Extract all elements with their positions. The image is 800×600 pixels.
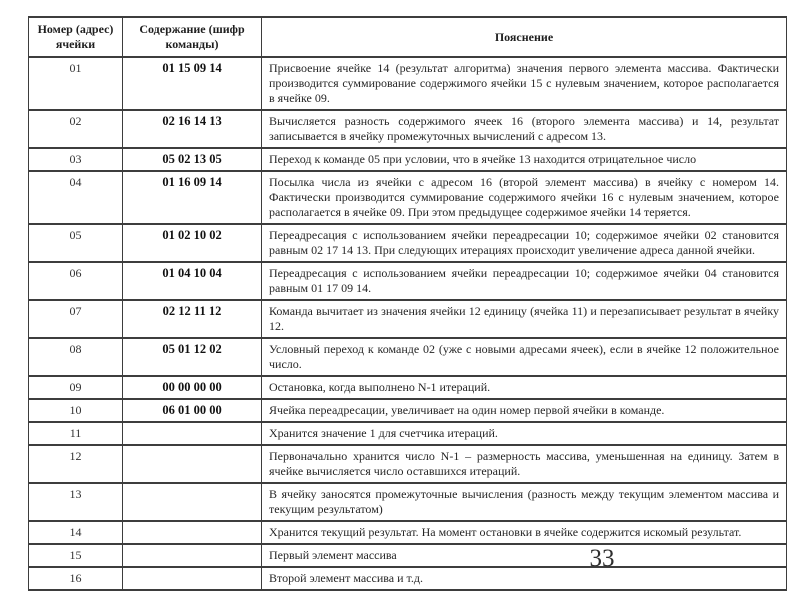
cell-command-code: 00 00 00 00 bbox=[123, 376, 262, 399]
cell-command-code: 06 01 00 00 bbox=[123, 399, 262, 422]
cell-number: 10 bbox=[29, 399, 123, 422]
cell-explanation: Вычисляется разность содержимого ячеек 16 (второго элемента массива) и 14, результат записывается в ячейку промежуточных вычислений с адресом 13. bbox=[262, 110, 787, 148]
cell-command-code: 01 16 09 14 bbox=[123, 171, 262, 224]
cell-number: 15 bbox=[29, 544, 123, 567]
cell-explanation: Ячейка переадресации, увеличивает на один номер первой ячейки в команде. bbox=[262, 399, 787, 422]
cell-explanation: Хранится текущий результат. На момент остановки в ячейке содержится искомый результат. bbox=[262, 521, 787, 544]
table-row bbox=[29, 422, 787, 445]
col-header-command-code: Содержание (шифр команды) bbox=[123, 17, 262, 57]
table-row bbox=[29, 262, 787, 300]
cell-command-code bbox=[123, 422, 262, 445]
cell-number: 04 bbox=[29, 171, 123, 224]
table-row bbox=[29, 445, 787, 483]
table-row bbox=[29, 148, 787, 171]
cell-number: 01 bbox=[29, 57, 123, 110]
cell-command-code: 02 16 14 13 bbox=[123, 110, 262, 148]
cell-explanation: Команда вычитает из значения ячейки 12 единицу (ячейка 11) и перезаписывает результат в ячейку 12. bbox=[262, 300, 787, 338]
col-header-explanation: Пояснение bbox=[262, 17, 787, 57]
cell-command-code bbox=[123, 521, 262, 544]
cell-explanation: Второй элемент массива и т.д. bbox=[262, 567, 787, 590]
table-row bbox=[29, 399, 787, 422]
cell-command-code bbox=[123, 544, 262, 567]
cell-number: 08 bbox=[29, 338, 123, 376]
cell-command-code: 01 04 10 04 bbox=[123, 262, 262, 300]
table-row bbox=[29, 567, 787, 590]
cell-explanation: Условный переход к команде 02 (уже с новыми адресами ячеек), если в ячейке 12 положительное число. bbox=[262, 338, 787, 376]
cell-number: 16 bbox=[29, 567, 123, 590]
cell-explanation: Остановка, когда выполнено N-1 итераций. bbox=[262, 376, 787, 399]
cell-number: 02 bbox=[29, 110, 123, 148]
cell-explanation: Первый элемент массива bbox=[262, 544, 787, 567]
cell-command-code bbox=[123, 445, 262, 483]
table-row bbox=[29, 224, 787, 262]
cell-number: 07 bbox=[29, 300, 123, 338]
table-row bbox=[29, 544, 787, 567]
cell-number: 05 bbox=[29, 224, 123, 262]
cell-explanation: Переадресация с использованием ячейки переадресации 10; содержимое ячейки 04 становится равным 01 17 09 14. bbox=[262, 262, 787, 300]
page-number: 33 bbox=[589, 545, 615, 572]
cell-explanation: Присвоение ячейке 14 (результат алгоритма) значения первого элемента массива. Фактически производится суммирование содержимого ячейки 15 с нулевым значением, которое располагается в ячейке 09. bbox=[262, 57, 787, 110]
command-table bbox=[28, 16, 787, 591]
cell-command-code: 01 02 10 02 bbox=[123, 224, 262, 262]
col-header-cell-number: Номер (адрес) ячейки bbox=[29, 17, 123, 57]
table-row bbox=[29, 521, 787, 544]
cell-number: 13 bbox=[29, 483, 123, 521]
cell-explanation: Первоначально хранится число N-1 – размерность массива, уменьшенная на единицу. Затем в ячейке вычисляется число оставшихся итераций. bbox=[262, 445, 787, 483]
cell-command-code: 01 15 09 14 bbox=[123, 57, 262, 110]
table-row bbox=[29, 483, 787, 521]
table-row bbox=[29, 300, 787, 338]
table-row bbox=[29, 171, 787, 224]
table-row bbox=[29, 110, 787, 148]
cell-explanation: Переадресация с использованием ячейки переадресации 10; содержимое ячейки 02 становится равным 02 17 14 13. При следующих итерациях происходит увеличение адреса данной ячейки. bbox=[262, 224, 787, 262]
cell-explanation: В ячейку заносятся промежуточные вычисления (разность между текущим элементом массива и текущим результатом) bbox=[262, 483, 787, 521]
cell-explanation: Хранится значение 1 для счетчика итераций. bbox=[262, 422, 787, 445]
cell-number: 14 bbox=[29, 521, 123, 544]
cell-number: 12 bbox=[29, 445, 123, 483]
table-row bbox=[29, 338, 787, 376]
cell-command-code bbox=[123, 483, 262, 521]
cell-command-code: 05 01 12 02 bbox=[123, 338, 262, 376]
cell-explanation: Посылка числа из ячейки с адресом 16 (второй элемент массива) в ячейку с номером 14. Фактически производится суммирование содержимого ячейки 16 с нулевым значением, которое располагается в ячейке 09. При этом предыдущее содержимое ячейки 14 теряется. bbox=[262, 171, 787, 224]
header-row bbox=[29, 17, 787, 57]
cell-command-code: 05 02 13 05 bbox=[123, 148, 262, 171]
table-row bbox=[29, 57, 787, 110]
cell-command-code bbox=[123, 567, 262, 590]
cell-explanation: Переход к команде 05 при условии, что в ячейке 13 находится отрицательное число bbox=[262, 148, 787, 171]
table-row bbox=[29, 376, 787, 399]
cell-number: 11 bbox=[29, 422, 123, 445]
cell-command-code: 02 12 11 12 bbox=[123, 300, 262, 338]
cell-number: 09 bbox=[29, 376, 123, 399]
cell-number: 03 bbox=[29, 148, 123, 171]
cell-number: 06 bbox=[29, 262, 123, 300]
